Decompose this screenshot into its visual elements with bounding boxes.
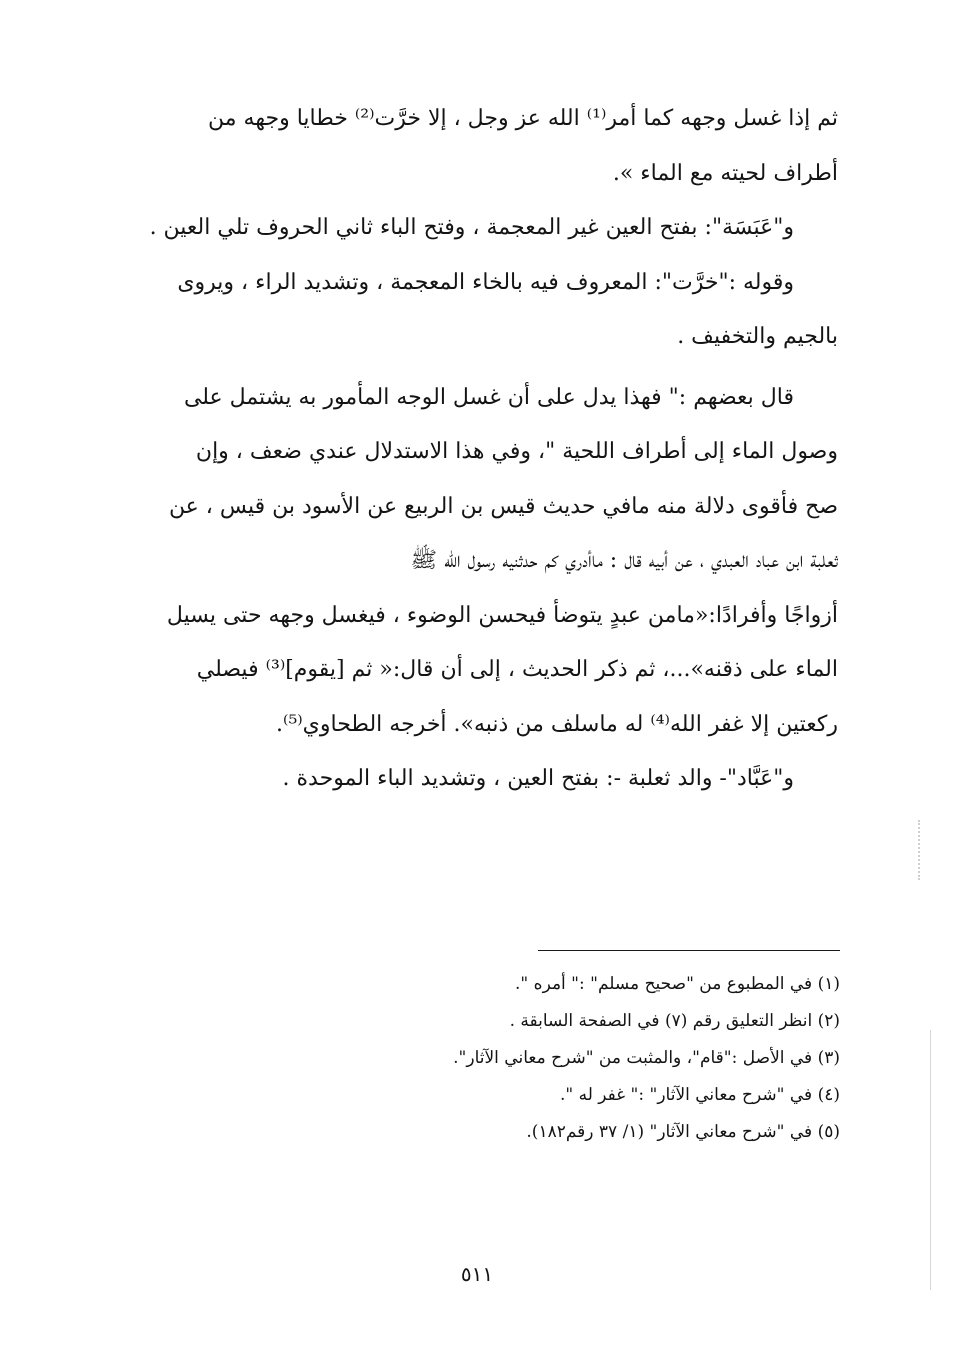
text-line: ثم إذا غسل وجهه كما أمر⁽¹⁾ الله عز وجل ، إلا خرَّت⁽²⁾ خطايا وجهه من — [208, 106, 838, 131]
text-line: و"عَبَّاد"- والد ثعلبة -: بفتح العين ، وتشديد الباء الموحدة . — [282, 766, 794, 791]
footnote-3: (٣) في الأصل :"قام"، والمثبت من "شرح معاني الآثار". — [453, 1048, 840, 1068]
footnote-divider — [538, 950, 840, 951]
scan-artifact — [930, 1030, 931, 1290]
footnotes — [300, 966, 840, 1151]
text-line: وصول الماء إلى أطراف اللحية "، وفي هذا الاستدلال عندي ضعف ، وإن — [195, 439, 838, 464]
text-line: وقوله :"خرَّت": المعروف فيه بالخاء المعجمة ، وتشديد الراء ، ويروى — [177, 269, 794, 295]
text-line: قال بعضهم :" فهذا يدل على أن غسل الوجه المأمور به يشتمل على — [183, 384, 794, 410]
text-line: أطراف لحيته مع الماء ». — [612, 160, 838, 186]
text-line: ركعتين إلا غفر الله⁽⁴⁾ له ماسلف من ذنبه». أخرجه الطحاوي⁽⁵⁾. — [276, 711, 838, 737]
footnote-5: (٥) في "شرح معاني الآثار" (١/ ٣٧ رقم١٨٢). — [526, 1122, 840, 1142]
text-line: و"عَبَسَة": بفتح العين غير المعجمة ، وفتح الباء ثاني الحروف تلي العين . — [149, 215, 794, 240]
footnote-1: (١) في المطبوع من "صحيح مسلم" :" أمره ". — [515, 974, 840, 994]
text-line: صح فأقوى دلالة منه مافي حديث قيس بن الربيع عن الأسود بن قيس ، عن — [168, 493, 838, 519]
text-line: أزواجًا وأفرادًا:«مامن عبدٍ يتوضأ فيحسن الوضوء ، فيغسل وجهه حتى يسيل — [166, 602, 838, 628]
scan-artifact — [918, 820, 922, 880]
text-line: ثعلبة ابن عباد العبدي ، عن أبيه قال : ماأدري كم حدثنيه رسول الله ﷺ — [410, 548, 838, 573]
text-line: الماء على ذقنه»...، ثم ذكر الحديث ، إلى أن قال:« ثم [يقوم]⁽³⁾ فيصلي — [196, 657, 838, 682]
main-text — [126, 92, 838, 807]
text-line: بالجيم والتخفيف . — [677, 324, 838, 349]
footnote-4: (٤) في "شرح معاني الآثار" :" غفر له ". — [559, 1085, 840, 1105]
footnote-2: (٢) انظر التعليق رقم (٧) في الصفحة السابقة . — [509, 1011, 840, 1031]
page-number: ٥١١ — [460, 1262, 494, 1286]
